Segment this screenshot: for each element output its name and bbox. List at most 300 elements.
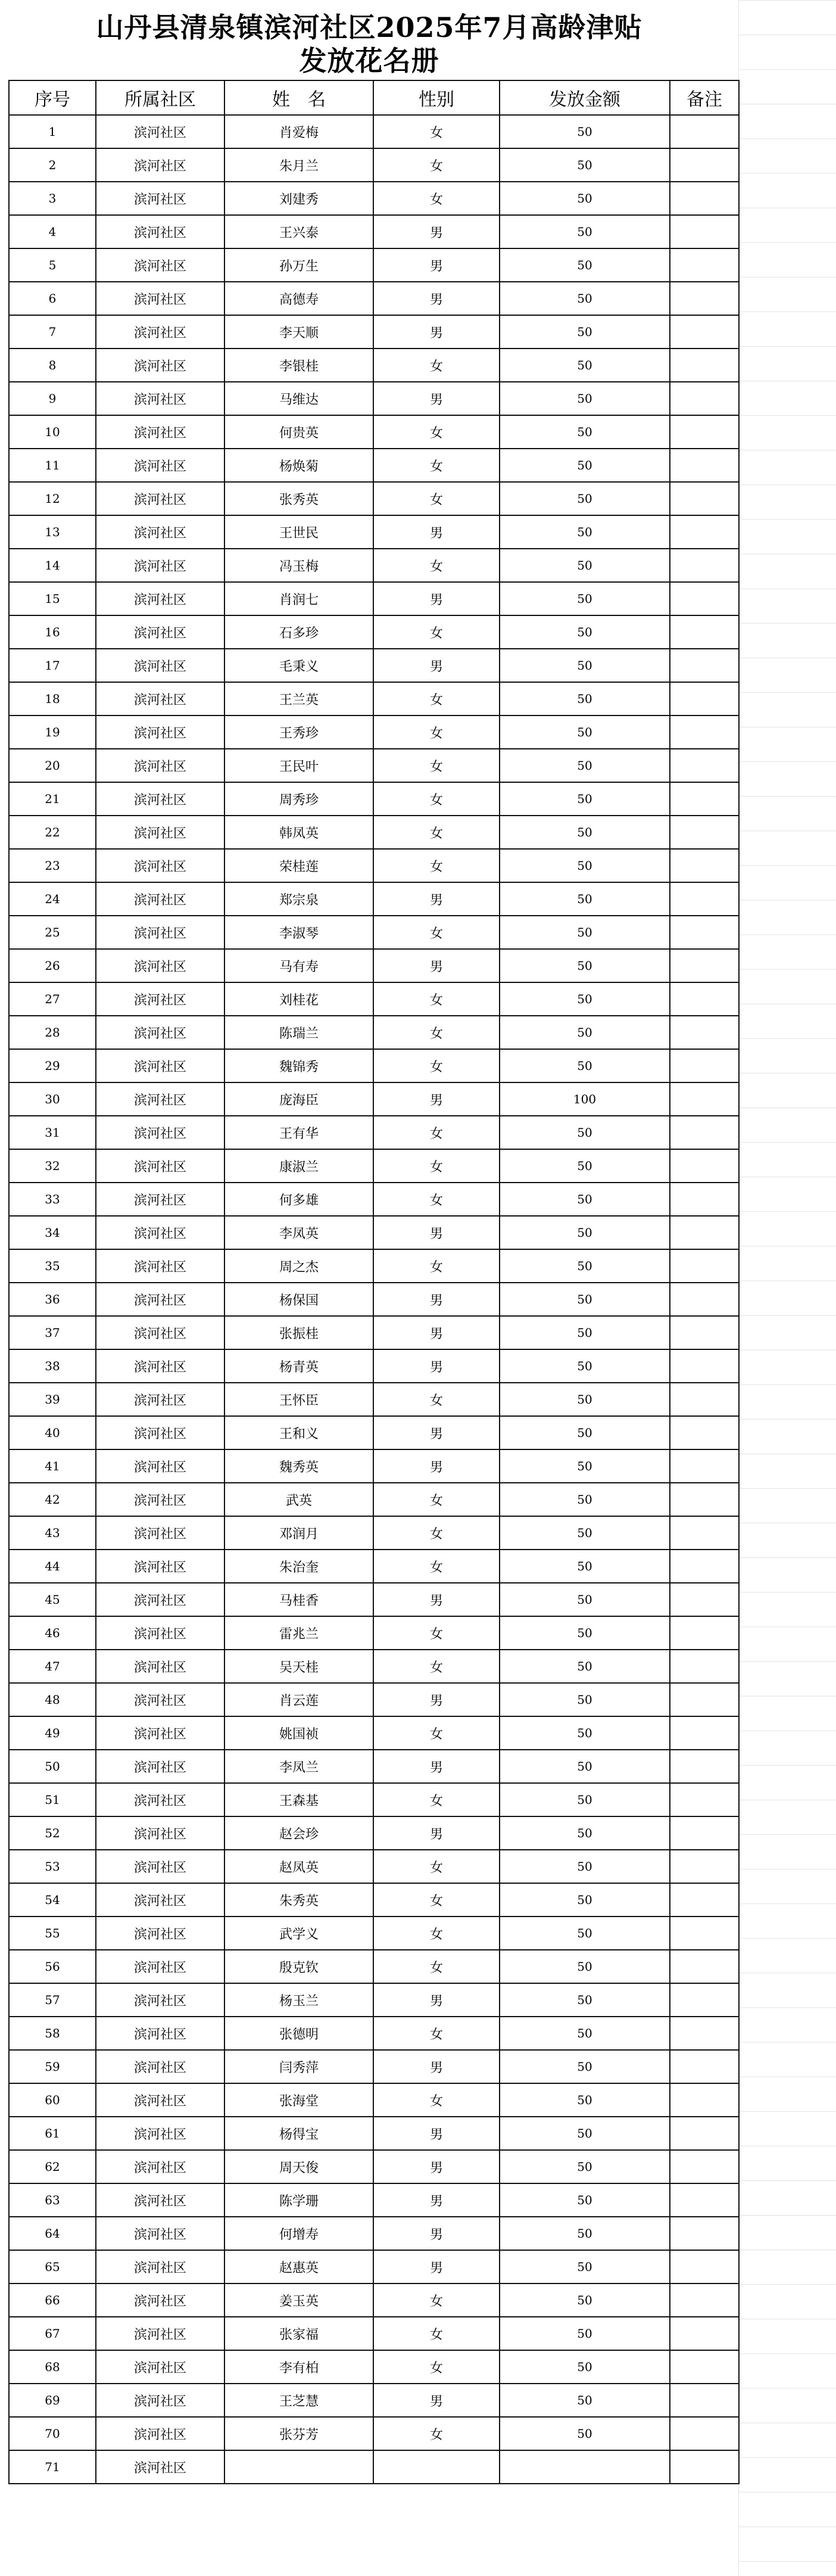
cell-community[interactable]: 滨河社区 <box>96 115 224 148</box>
cell-gender[interactable]: 男 <box>373 1216 500 1249</box>
cell-name[interactable]: 闫秀萍 <box>224 2050 373 2083</box>
cell-amount[interactable]: 50 <box>500 2017 670 2050</box>
cell-amount[interactable]: 50 <box>500 182 670 215</box>
cell-name[interactable]: 杨焕菊 <box>224 449 373 482</box>
cell-no[interactable]: 22 <box>9 816 96 849</box>
cell-gender[interactable]: 女 <box>373 749 500 782</box>
cell-name[interactable]: 郑宗泉 <box>224 882 373 916</box>
cell-gender[interactable]: 女 <box>373 615 500 649</box>
cell-no[interactable]: 58 <box>9 2017 96 2050</box>
cell-gender[interactable]: 男 <box>373 315 500 349</box>
cell-community[interactable]: 滨河社区 <box>96 1950 224 1983</box>
cell-community[interactable]: 滨河社区 <box>96 1249 224 1283</box>
cell-name[interactable]: 周天俊 <box>224 2150 373 2183</box>
cell-no[interactable]: 36 <box>9 1283 96 1316</box>
cell-no[interactable]: 15 <box>9 582 96 615</box>
cell-note[interactable] <box>670 916 739 949</box>
cell-gender[interactable]: 男 <box>373 1816 500 1850</box>
cell-gender[interactable]: 女 <box>373 1550 500 1583</box>
cell-name[interactable]: 李天顺 <box>224 315 373 349</box>
cell-gender[interactable]: 女 <box>373 415 500 449</box>
cell-note[interactable] <box>670 715 739 749</box>
cell-gender[interactable]: 男 <box>373 2183 500 2217</box>
cell-name[interactable]: 朱月兰 <box>224 148 373 182</box>
cell-name[interactable]: 王民叶 <box>224 749 373 782</box>
cell-amount[interactable]: 50 <box>500 315 670 349</box>
cell-name[interactable]: 李凤兰 <box>224 1750 373 1783</box>
cell-name[interactable]: 姜玉英 <box>224 2283 373 2317</box>
cell-community[interactable]: 滨河社区 <box>96 715 224 749</box>
cell-no[interactable]: 1 <box>9 115 96 148</box>
cell-no[interactable]: 56 <box>9 1950 96 1983</box>
cell-amount[interactable]: 50 <box>500 882 670 916</box>
cell-name[interactable]: 张秀英 <box>224 482 373 515</box>
cell-no[interactable]: 38 <box>9 1349 96 1383</box>
cell-note[interactable] <box>670 315 739 349</box>
cell-gender[interactable]: 男 <box>373 1283 500 1316</box>
cell-name[interactable]: 朱秀英 <box>224 1883 373 1917</box>
cell-name[interactable]: 王森基 <box>224 1783 373 1816</box>
cell-name[interactable]: 武学义 <box>224 1917 373 1950</box>
cell-note[interactable] <box>670 1483 739 1516</box>
cell-gender[interactable]: 女 <box>373 1016 500 1049</box>
cell-name[interactable]: 王兴泰 <box>224 215 373 248</box>
cell-community[interactable]: 滨河社区 <box>96 1783 224 1816</box>
cell-name[interactable]: 刘桂花 <box>224 982 373 1016</box>
cell-name[interactable]: 王芝慧 <box>224 2384 373 2417</box>
cell-gender[interactable]: 男 <box>373 1449 500 1483</box>
cell-community[interactable]: 滨河社区 <box>96 1616 224 1650</box>
cell-amount[interactable]: 50 <box>500 715 670 749</box>
cell-community[interactable]: 滨河社区 <box>96 1816 224 1850</box>
cell-amount[interactable]: 50 <box>500 148 670 182</box>
cell-note[interactable] <box>670 2450 739 2484</box>
cell-community[interactable]: 滨河社区 <box>96 2117 224 2150</box>
cell-no[interactable]: 18 <box>9 682 96 715</box>
cell-gender[interactable]: 女 <box>373 816 500 849</box>
cell-no[interactable]: 70 <box>9 2417 96 2450</box>
cell-no[interactable]: 55 <box>9 1917 96 1950</box>
cell-gender[interactable]: 女 <box>373 1249 500 1283</box>
cell-gender[interactable]: 男 <box>373 1983 500 2017</box>
cell-gender[interactable]: 女 <box>373 2317 500 2350</box>
cell-note[interactable] <box>670 2050 739 2083</box>
cell-note[interactable] <box>670 1116 739 1149</box>
cell-note[interactable] <box>670 2283 739 2317</box>
cell-no[interactable]: 19 <box>9 715 96 749</box>
cell-note[interactable] <box>670 2017 739 2050</box>
cell-gender[interactable]: 男 <box>373 1082 500 1116</box>
cell-note[interactable] <box>670 2183 739 2217</box>
cell-gender[interactable]: 女 <box>373 1616 500 1650</box>
cell-community[interactable]: 滨河社区 <box>96 1449 224 1483</box>
cell-name[interactable]: 张德明 <box>224 2017 373 2050</box>
cell-community[interactable]: 滨河社区 <box>96 682 224 715</box>
cell-name[interactable]: 姚国祯 <box>224 1716 373 1750</box>
cell-note[interactable] <box>670 1683 739 1716</box>
cell-name[interactable]: 何多雄 <box>224 1183 373 1216</box>
cell-note[interactable] <box>670 649 739 682</box>
cell-gender[interactable]: 女 <box>373 2083 500 2117</box>
cell-note[interactable] <box>670 2150 739 2183</box>
cell-no[interactable]: 13 <box>9 515 96 549</box>
header-community[interactable]: 所属社区 <box>96 80 224 115</box>
cell-note[interactable] <box>670 2250 739 2283</box>
cell-no[interactable]: 41 <box>9 1449 96 1483</box>
cell-amount[interactable]: 50 <box>500 1283 670 1316</box>
cell-note[interactable] <box>670 1783 739 1816</box>
cell-amount[interactable]: 50 <box>500 982 670 1016</box>
cell-name[interactable]: 高德寿 <box>224 282 373 315</box>
cell-name[interactable]: 杨保国 <box>224 1283 373 1316</box>
cell-name[interactable]: 陈瑞兰 <box>224 1016 373 1049</box>
cell-gender[interactable]: 男 <box>373 2384 500 2417</box>
cell-name[interactable]: 殷克钦 <box>224 1950 373 1983</box>
cell-name[interactable]: 李银桂 <box>224 349 373 382</box>
cell-no[interactable]: 51 <box>9 1783 96 1816</box>
cell-no[interactable]: 64 <box>9 2217 96 2250</box>
cell-no[interactable]: 66 <box>9 2283 96 2317</box>
cell-name[interactable]: 张芬芳 <box>224 2417 373 2450</box>
cell-gender[interactable]: 女 <box>373 1850 500 1883</box>
cell-amount[interactable]: 50 <box>500 2283 670 2317</box>
cell-community[interactable]: 滨河社区 <box>96 1483 224 1516</box>
cell-amount[interactable]: 50 <box>500 1550 670 1583</box>
cell-gender[interactable]: 男 <box>373 1416 500 1449</box>
cell-no[interactable]: 52 <box>9 1816 96 1850</box>
cell-gender[interactable]: 女 <box>373 782 500 816</box>
cell-amount[interactable]: 50 <box>500 115 670 148</box>
cell-no[interactable]: 53 <box>9 1850 96 1883</box>
cell-community[interactable]: 滨河社区 <box>96 2150 224 2183</box>
cell-name[interactable]: 李凤英 <box>224 1216 373 1249</box>
cell-amount[interactable]: 50 <box>500 2317 670 2350</box>
cell-gender[interactable]: 女 <box>373 1783 500 1816</box>
cell-gender[interactable]: 女 <box>373 1049 500 1082</box>
cell-note[interactable] <box>670 1716 739 1750</box>
cell-community[interactable]: 滨河社区 <box>96 2417 224 2450</box>
cell-note[interactable] <box>670 2317 739 2350</box>
cell-note[interactable] <box>670 749 739 782</box>
cell-no[interactable]: 17 <box>9 649 96 682</box>
header-name[interactable]: 姓 名 <box>224 80 373 115</box>
cell-gender[interactable]: 男 <box>373 215 500 248</box>
cell-amount[interactable]: 50 <box>500 1683 670 1716</box>
cell-note[interactable] <box>670 449 739 482</box>
cell-amount[interactable]: 50 <box>500 282 670 315</box>
cell-name[interactable]: 肖润七 <box>224 582 373 615</box>
cell-no[interactable]: 21 <box>9 782 96 816</box>
cell-community[interactable]: 滨河社区 <box>96 2183 224 2217</box>
cell-gender[interactable]: 女 <box>373 1183 500 1216</box>
cell-name[interactable]: 周秀珍 <box>224 782 373 816</box>
cell-amount[interactable]: 50 <box>500 1216 670 1249</box>
cell-gender[interactable]: 女 <box>373 1917 500 1950</box>
cell-note[interactable] <box>670 1383 739 1416</box>
cell-no[interactable]: 59 <box>9 2050 96 2083</box>
cell-amount[interactable]: 50 <box>500 1516 670 1550</box>
cell-community[interactable]: 滨河社区 <box>96 1149 224 1183</box>
cell-community[interactable]: 滨河社区 <box>96 1416 224 1449</box>
cell-no[interactable]: 37 <box>9 1316 96 1349</box>
cell-amount[interactable]: 50 <box>500 1883 670 1917</box>
cell-community[interactable]: 滨河社区 <box>96 148 224 182</box>
cell-gender[interactable]: 女 <box>373 982 500 1016</box>
cell-amount[interactable]: 50 <box>500 449 670 482</box>
cell-community[interactable]: 滨河社区 <box>96 1683 224 1716</box>
cell-gender[interactable]: 女 <box>373 148 500 182</box>
cell-no[interactable]: 25 <box>9 916 96 949</box>
cell-no[interactable]: 49 <box>9 1716 96 1750</box>
cell-gender[interactable]: 女 <box>373 1516 500 1550</box>
cell-gender[interactable]: 女 <box>373 916 500 949</box>
cell-no[interactable]: 54 <box>9 1883 96 1917</box>
cell-gender[interactable]: 女 <box>373 2350 500 2384</box>
cell-amount[interactable]: 50 <box>500 2050 670 2083</box>
cell-community[interactable]: 滨河社区 <box>96 2350 224 2384</box>
cell-no[interactable]: 61 <box>9 2117 96 2150</box>
cell-community[interactable]: 滨河社区 <box>96 2384 224 2417</box>
cell-note[interactable] <box>670 582 739 615</box>
cell-gender[interactable]: 女 <box>373 2417 500 2450</box>
cell-name[interactable] <box>224 2450 373 2484</box>
cell-note[interactable] <box>670 949 739 982</box>
cell-gender[interactable]: 女 <box>373 1650 500 1683</box>
cell-note[interactable] <box>670 1082 739 1116</box>
cell-community[interactable]: 滨河社区 <box>96 782 224 816</box>
cell-note[interactable] <box>670 1316 739 1349</box>
cell-note[interactable] <box>670 849 739 882</box>
cell-name[interactable]: 赵会珍 <box>224 1816 373 1850</box>
cell-amount[interactable]: 50 <box>500 1383 670 1416</box>
cell-name[interactable]: 雷兆兰 <box>224 1616 373 1650</box>
cell-note[interactable] <box>670 1850 739 1883</box>
cell-community[interactable]: 滨河社区 <box>96 449 224 482</box>
cell-amount[interactable]: 50 <box>500 2250 670 2283</box>
cell-name[interactable]: 毛秉义 <box>224 649 373 682</box>
cell-note[interactable] <box>670 2384 739 2417</box>
cell-gender[interactable]: 女 <box>373 182 500 215</box>
cell-gender[interactable]: 女 <box>373 1950 500 1983</box>
cell-no[interactable]: 31 <box>9 1116 96 1149</box>
cell-gender[interactable]: 男 <box>373 2150 500 2183</box>
header-note[interactable]: 备注 <box>670 80 739 115</box>
cell-gender[interactable]: 男 <box>373 1583 500 1616</box>
cell-community[interactable]: 滨河社区 <box>96 1216 224 1249</box>
cell-name[interactable]: 陈学珊 <box>224 2183 373 2217</box>
cell-community[interactable]: 滨河社区 <box>96 615 224 649</box>
cell-amount[interactable]: 50 <box>500 1016 670 1049</box>
cell-gender[interactable]: 女 <box>373 2283 500 2317</box>
cell-no[interactable]: 45 <box>9 1583 96 1616</box>
cell-no[interactable]: 60 <box>9 2083 96 2117</box>
cell-community[interactable]: 滨河社区 <box>96 515 224 549</box>
cell-amount[interactable]: 50 <box>500 1349 670 1383</box>
cell-community[interactable]: 滨河社区 <box>96 749 224 782</box>
header-amount[interactable]: 发放金额 <box>500 80 670 115</box>
cell-gender[interactable]: 女 <box>373 549 500 582</box>
cell-no[interactable]: 62 <box>9 2150 96 2183</box>
cell-amount[interactable]: 50 <box>500 415 670 449</box>
cell-amount[interactable]: 50 <box>500 816 670 849</box>
cell-no[interactable]: 24 <box>9 882 96 916</box>
cell-community[interactable]: 滨河社区 <box>96 649 224 682</box>
cell-gender[interactable]: 男 <box>373 2050 500 2083</box>
cell-name[interactable]: 荣桂莲 <box>224 849 373 882</box>
cell-name[interactable]: 康淑兰 <box>224 1149 373 1183</box>
cell-no[interactable]: 34 <box>9 1216 96 1249</box>
cell-note[interactable] <box>670 1183 739 1216</box>
cell-note[interactable] <box>670 148 739 182</box>
cell-note[interactable] <box>670 182 739 215</box>
cell-community[interactable]: 滨河社区 <box>96 2250 224 2283</box>
cell-amount[interactable]: 50 <box>500 482 670 515</box>
cell-gender[interactable]: 女 <box>373 349 500 382</box>
cell-amount[interactable]: 50 <box>500 382 670 415</box>
cell-note[interactable] <box>670 1883 739 1917</box>
cell-gender[interactable]: 男 <box>373 2117 500 2150</box>
cell-no[interactable]: 28 <box>9 1016 96 1049</box>
cell-amount[interactable]: 50 <box>500 682 670 715</box>
cell-amount[interactable]: 50 <box>500 2217 670 2250</box>
cell-community[interactable]: 滨河社区 <box>96 1750 224 1783</box>
cell-community[interactable]: 滨河社区 <box>96 2083 224 2117</box>
cell-amount[interactable]: 50 <box>500 582 670 615</box>
cell-no[interactable]: 33 <box>9 1183 96 1216</box>
cell-note[interactable] <box>670 816 739 849</box>
cell-note[interactable] <box>670 382 739 415</box>
cell-name[interactable]: 邓润月 <box>224 1516 373 1550</box>
cell-no[interactable]: 68 <box>9 2350 96 2384</box>
cell-amount[interactable] <box>500 2450 670 2484</box>
cell-note[interactable] <box>670 549 739 582</box>
header-no[interactable]: 序号 <box>9 80 96 115</box>
cell-amount[interactable]: 50 <box>500 1249 670 1283</box>
cell-gender[interactable]: 男 <box>373 2217 500 2250</box>
cell-no[interactable]: 40 <box>9 1416 96 1449</box>
cell-amount[interactable]: 50 <box>500 749 670 782</box>
cell-community[interactable]: 滨河社区 <box>96 816 224 849</box>
cell-note[interactable] <box>670 2117 739 2150</box>
cell-note[interactable] <box>670 1650 739 1683</box>
cell-no[interactable]: 8 <box>9 349 96 382</box>
cell-community[interactable]: 滨河社区 <box>96 482 224 515</box>
cell-no[interactable]: 48 <box>9 1683 96 1716</box>
cell-gender[interactable]: 女 <box>373 482 500 515</box>
cell-community[interactable]: 滨河社区 <box>96 1917 224 1950</box>
cell-no[interactable]: 29 <box>9 1049 96 1082</box>
cell-amount[interactable]: 50 <box>500 1583 670 1616</box>
cell-gender[interactable] <box>373 2450 500 2484</box>
cell-no[interactable]: 35 <box>9 1249 96 1283</box>
cell-name[interactable]: 王和义 <box>224 1416 373 1449</box>
cell-amount[interactable]: 50 <box>500 1049 670 1082</box>
cell-community[interactable]: 滨河社区 <box>96 2450 224 2484</box>
cell-amount[interactable]: 50 <box>500 1716 670 1750</box>
cell-no[interactable]: 20 <box>9 749 96 782</box>
cell-community[interactable]: 滨河社区 <box>96 1082 224 1116</box>
cell-amount[interactable]: 50 <box>500 849 670 882</box>
cell-no[interactable]: 7 <box>9 315 96 349</box>
cell-name[interactable]: 肖爱梅 <box>224 115 373 148</box>
cell-amount[interactable]: 50 <box>500 215 670 248</box>
cell-name[interactable]: 赵惠英 <box>224 2250 373 2283</box>
cell-note[interactable] <box>670 1149 739 1183</box>
cell-gender[interactable]: 男 <box>373 649 500 682</box>
cell-gender[interactable]: 女 <box>373 1483 500 1516</box>
cell-name[interactable]: 王怀臣 <box>224 1383 373 1416</box>
cell-note[interactable] <box>670 1283 739 1316</box>
cell-no[interactable]: 50 <box>9 1750 96 1783</box>
cell-amount[interactable]: 50 <box>500 2384 670 2417</box>
cell-name[interactable]: 李有柏 <box>224 2350 373 2384</box>
cell-name[interactable]: 杨玉兰 <box>224 1983 373 2017</box>
cell-community[interactable]: 滨河社区 <box>96 2283 224 2317</box>
cell-community[interactable]: 滨河社区 <box>96 582 224 615</box>
cell-note[interactable] <box>670 1616 739 1650</box>
cell-community[interactable]: 滨河社区 <box>96 2050 224 2083</box>
cell-gender[interactable]: 男 <box>373 1316 500 1349</box>
cell-name[interactable]: 王秀珍 <box>224 715 373 749</box>
cell-name[interactable]: 张家福 <box>224 2317 373 2350</box>
cell-no[interactable]: 46 <box>9 1616 96 1650</box>
cell-community[interactable]: 滨河社区 <box>96 248 224 282</box>
header-gender[interactable]: 性别 <box>373 80 500 115</box>
cell-name[interactable]: 武英 <box>224 1483 373 1516</box>
cell-note[interactable] <box>670 615 739 649</box>
cell-gender[interactable]: 男 <box>373 882 500 916</box>
cell-no[interactable]: 2 <box>9 148 96 182</box>
cell-community[interactable]: 滨河社区 <box>96 2017 224 2050</box>
cell-name[interactable]: 韩凤英 <box>224 816 373 849</box>
cell-community[interactable]: 滨河社区 <box>96 1383 224 1416</box>
cell-note[interactable] <box>670 515 739 549</box>
cell-note[interactable] <box>670 1950 739 1983</box>
cell-name[interactable]: 马有寿 <box>224 949 373 982</box>
cell-gender[interactable]: 女 <box>373 2017 500 2050</box>
cell-community[interactable]: 滨河社区 <box>96 282 224 315</box>
cell-amount[interactable]: 50 <box>500 1116 670 1149</box>
cell-no[interactable]: 30 <box>9 1082 96 1116</box>
cell-note[interactable] <box>670 1416 739 1449</box>
cell-gender[interactable]: 男 <box>373 1349 500 1383</box>
cell-note[interactable] <box>670 2350 739 2384</box>
cell-amount[interactable]: 50 <box>500 1783 670 1816</box>
cell-gender[interactable]: 男 <box>373 582 500 615</box>
cell-community[interactable]: 滨河社区 <box>96 1316 224 1349</box>
cell-name[interactable]: 何增寿 <box>224 2217 373 2250</box>
cell-gender[interactable]: 女 <box>373 1116 500 1149</box>
cell-name[interactable]: 庞海臣 <box>224 1082 373 1116</box>
cell-amount[interactable]: 50 <box>500 1316 670 1349</box>
cell-amount[interactable]: 50 <box>500 1183 670 1216</box>
cell-community[interactable]: 滨河社区 <box>96 1283 224 1316</box>
cell-name[interactable]: 冯玉梅 <box>224 549 373 582</box>
cell-community[interactable]: 滨河社区 <box>96 215 224 248</box>
cell-no[interactable]: 43 <box>9 1516 96 1550</box>
cell-amount[interactable]: 50 <box>500 1149 670 1183</box>
cell-community[interactable]: 滨河社区 <box>96 1016 224 1049</box>
cell-note[interactable] <box>670 1049 739 1082</box>
cell-amount[interactable]: 50 <box>500 515 670 549</box>
cell-community[interactable]: 滨河社区 <box>96 1650 224 1683</box>
cell-no[interactable]: 11 <box>9 449 96 482</box>
cell-community[interactable]: 滨河社区 <box>96 1883 224 1917</box>
cell-no[interactable]: 47 <box>9 1650 96 1683</box>
cell-no[interactable]: 16 <box>9 615 96 649</box>
cell-community[interactable]: 滨河社区 <box>96 1049 224 1082</box>
cell-name[interactable]: 王世民 <box>224 515 373 549</box>
